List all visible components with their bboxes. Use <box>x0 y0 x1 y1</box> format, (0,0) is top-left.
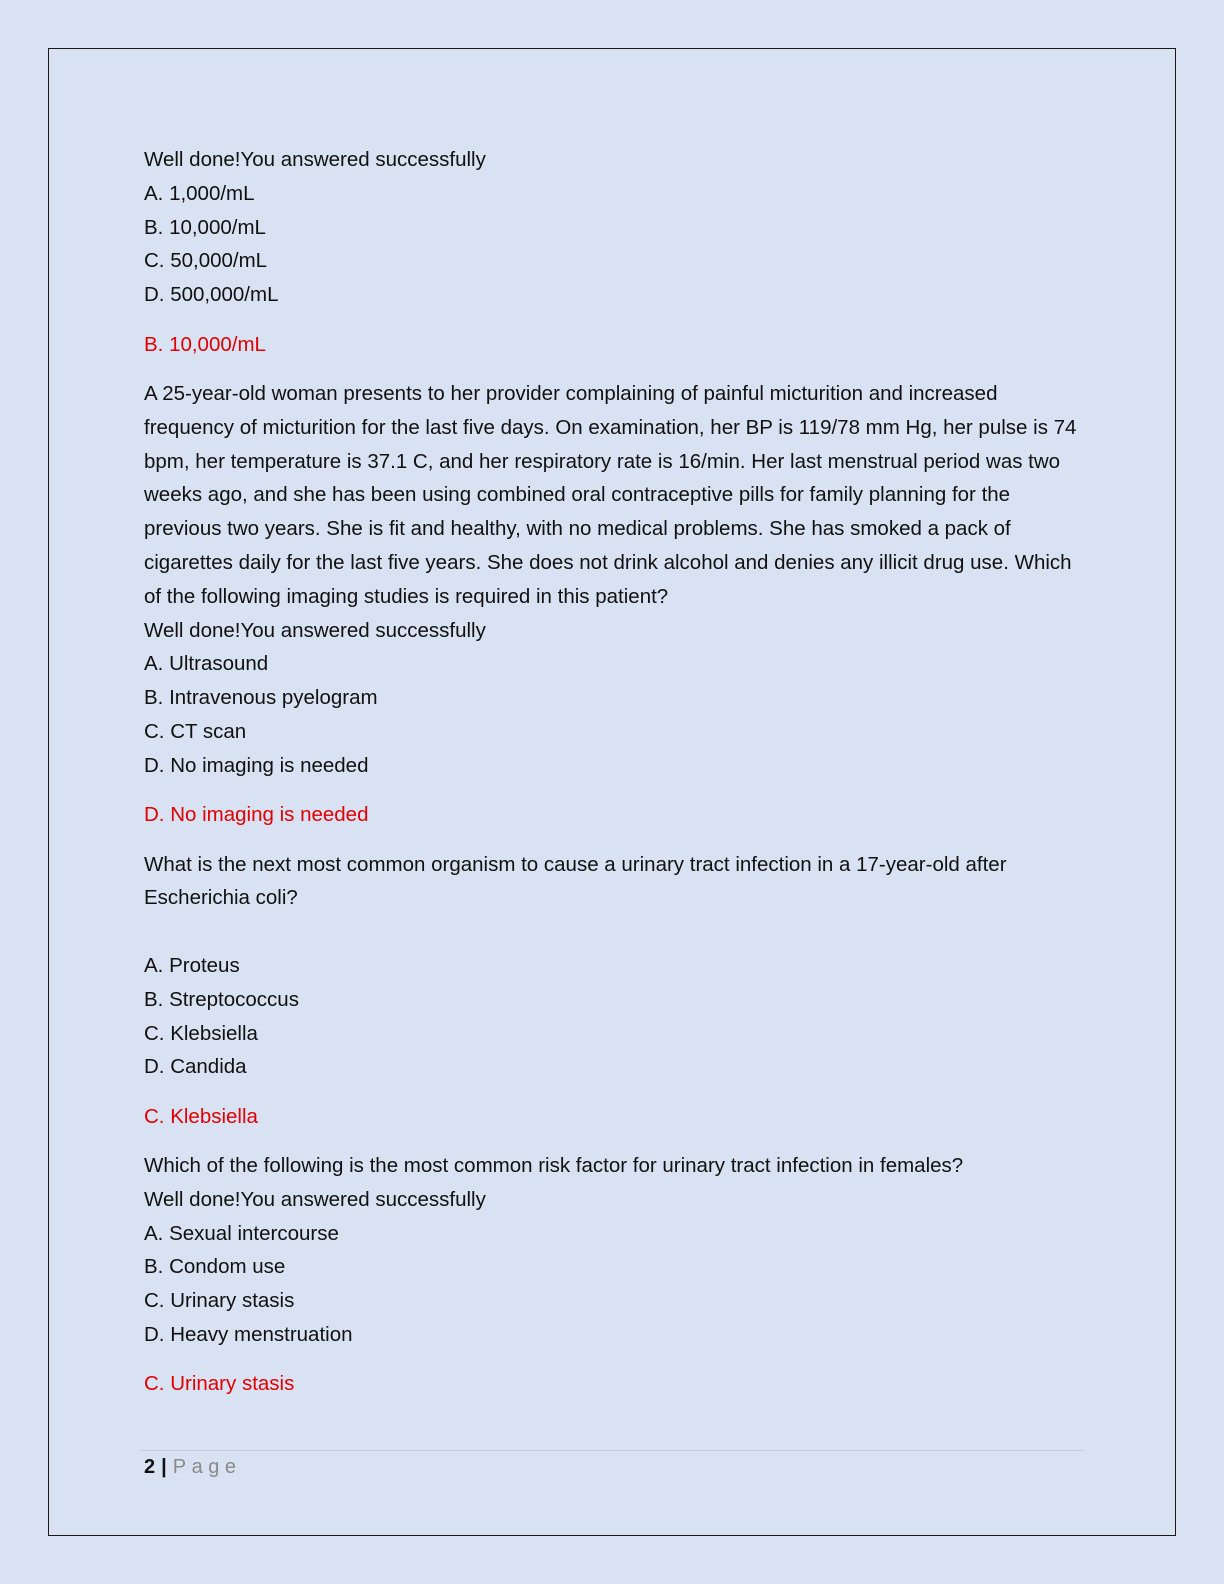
option-b: B. Intravenous pyelogram <box>144 686 378 710</box>
question-text: What is the next most common organism to cause a urinary tract infection in a 17-year-old after Escherichia coli? <box>144 852 1007 910</box>
option-c: C. Klebsiella <box>144 1021 258 1045</box>
option-c: C. CT scan <box>144 719 247 743</box>
option-d: D. 500,000/mL <box>144 283 279 307</box>
option-c: C. 50,000/mL <box>144 249 268 273</box>
correct-answer: C. Urinary stasis <box>144 1372 295 1396</box>
option-b: B. Condom use <box>144 1255 286 1279</box>
page-footer <box>144 1452 241 1482</box>
option-d: D. Heavy menstruation <box>144 1323 353 1347</box>
option-b: B. 10,000/mL <box>144 215 266 239</box>
correct-answer: C. Klebsiella <box>144 1104 258 1128</box>
feedback-text: Well done!You answered successfully <box>144 1187 486 1211</box>
feedback-text: Well done!You answered successfully <box>144 148 486 171</box>
footer-divider <box>140 1450 1084 1451</box>
footer-separator: | <box>161 1456 167 1478</box>
question-text: Which of the following is the most common risk factor for urinary tract infection in females? <box>144 1154 964 1178</box>
page-label: Page <box>172 1456 242 1478</box>
question-4 <box>144 1149 1084 1401</box>
option-a: A. Sexual intercourse <box>144 1221 339 1245</box>
page-number: 2 <box>144 1456 156 1478</box>
question-text: A 25-year-old woman presents to her provider complaining of painful micturition and increased frequency of micturition for the last five days. On examination, her BP is 119/78 mm Hg, her pulse is 74 bpm, her temperature is 37.1 C, and her respiratory rate is 16/min. Her last menstrual period was two weeks ago, and she has been using combined oral contraceptive pills for family planning for the previous two years. She is fit and healthy, with no medical problems. She has smoked a pack of cigarettes daily for the last five years. She does not drink alcohol and denies any illicit drug use. Which of the following imaging studies is required in this patient? <box>144 381 1077 608</box>
option-c: C. Urinary stasis <box>144 1289 295 1313</box>
question-1 <box>144 143 1084 361</box>
correct-answer: D. No imaging is needed <box>144 803 369 827</box>
question-3 <box>144 848 1084 1134</box>
feedback-text: Well done!You answered successfully <box>144 618 486 642</box>
question-2 <box>144 377 1084 832</box>
option-a: A. Ultrasound <box>144 652 269 676</box>
option-a: A. 1,000/mL <box>144 181 255 205</box>
correct-answer: B. 10,000/mL <box>144 332 266 356</box>
option-d: D. No imaging is needed <box>144 753 369 777</box>
document-body <box>144 143 1084 1401</box>
option-d: D. Candida <box>144 1055 247 1079</box>
option-b: B. Streptococcus <box>144 987 299 1011</box>
option-a: A. Proteus <box>144 953 240 977</box>
